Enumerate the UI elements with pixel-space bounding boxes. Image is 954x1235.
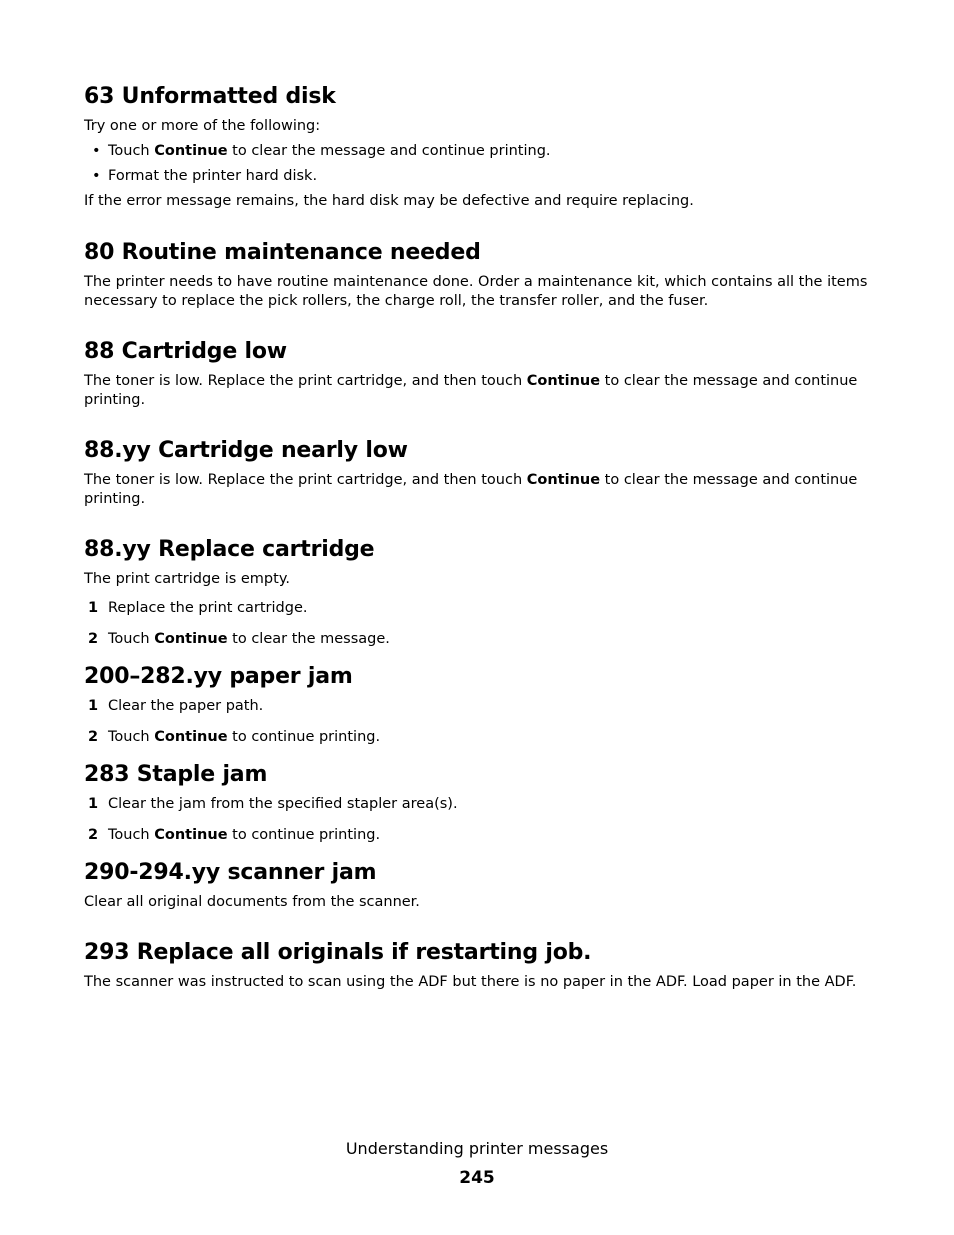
section-heading: 283 Staple jam bbox=[84, 762, 268, 787]
section-body: Clear all original documents from the scanner. bbox=[84, 894, 420, 910]
list-item: 1 Clear the paper path. bbox=[88, 698, 264, 714]
section-heading: 88 Cartridge low bbox=[84, 339, 287, 364]
continue-keyword: Continue bbox=[154, 729, 228, 745]
section-intro: The print cartridge is empty. bbox=[84, 571, 290, 587]
step-number: 2 bbox=[88, 729, 99, 745]
section-88yy-cartridge-nearly-low bbox=[84, 437, 884, 509]
step-number: 1 bbox=[88, 698, 99, 714]
continue-keyword: Continue bbox=[526, 472, 601, 488]
section-88yy-replace-cartridge bbox=[84, 536, 884, 649]
section-note: If the error message remains, the hard disk may be defective and require replacing. bbox=[84, 193, 694, 209]
section-293-replace-originals bbox=[84, 939, 884, 992]
page-number: 245 bbox=[459, 1168, 495, 1188]
section-88-cartridge-low bbox=[84, 338, 884, 410]
step-list bbox=[84, 795, 884, 845]
step-number: 1 bbox=[88, 600, 99, 616]
step-list bbox=[84, 697, 884, 747]
bullet-list bbox=[84, 142, 884, 186]
list-item: 1 Replace the print cartridge. bbox=[88, 600, 308, 616]
section-63-unformatted-disk bbox=[84, 83, 884, 211]
section-heading: 88.yy Cartridge nearly low bbox=[84, 438, 408, 463]
continue-keyword: Continue bbox=[154, 143, 228, 159]
section-heading: 88.yy Replace cartridge bbox=[84, 537, 375, 562]
step-number: 2 bbox=[88, 827, 99, 843]
list-item: • Touch Continue to clear the message and continue printing. bbox=[92, 143, 551, 159]
footer-chapter-title: Understanding printer messages bbox=[345, 1139, 609, 1158]
section-heading: 290-294.yy scanner jam bbox=[84, 860, 377, 885]
list-item: 1 Clear the jam from the specified stapler area(s). bbox=[88, 796, 458, 812]
bullet-icon: • bbox=[92, 168, 101, 184]
list-item: 2 Touch Continue to clear the message. bbox=[88, 631, 390, 647]
step-list bbox=[84, 599, 884, 649]
continue-keyword: Continue bbox=[154, 631, 228, 647]
list-item: 2 Touch Continue to continue printing. bbox=[88, 729, 381, 745]
bullet-icon: • bbox=[92, 143, 101, 159]
page-footer bbox=[0, 1138, 954, 1190]
section-body: The toner is low. Replace the print cartridge, and then touch Continue to clear the message and continue printing. bbox=[84, 472, 858, 507]
section-heading: 200–282.yy paper jam bbox=[84, 664, 353, 689]
section-intro: Try one or more of the following: bbox=[84, 118, 321, 134]
section-heading: 63 Unformatted disk bbox=[84, 84, 336, 109]
section-body: The printer needs to have routine maintenance done. Order a maintenance kit, which contains all the items necessary to replace the pick rollers, the charge roll, the transfer roller, and the fuser. bbox=[84, 274, 868, 309]
continue-keyword: Continue bbox=[154, 827, 228, 843]
list-item: • Format the printer hard disk. bbox=[92, 168, 318, 184]
list-item: 2 Touch Continue to continue printing. bbox=[88, 827, 381, 843]
section-body: The toner is low. Replace the print cartridge, and then touch Continue to clear the message and continue printing. bbox=[84, 373, 858, 408]
section-heading: 80 Routine maintenance needed bbox=[84, 240, 481, 265]
step-number: 1 bbox=[88, 796, 99, 812]
continue-keyword: Continue bbox=[526, 373, 601, 389]
section-heading: 293 Replace all originals if restarting job. bbox=[84, 940, 592, 965]
step-number: 2 bbox=[88, 631, 99, 647]
section-290-294-scanner-jam bbox=[84, 859, 884, 912]
section-283-staple-jam bbox=[84, 761, 884, 845]
section-80-routine-maintenance bbox=[84, 239, 884, 311]
section-200-282-paper-jam bbox=[84, 663, 884, 747]
document-body bbox=[84, 83, 884, 992]
section-body: The scanner was instructed to scan using the ADF but there is no paper in the ADF. Load paper in the ADF. bbox=[84, 974, 857, 990]
